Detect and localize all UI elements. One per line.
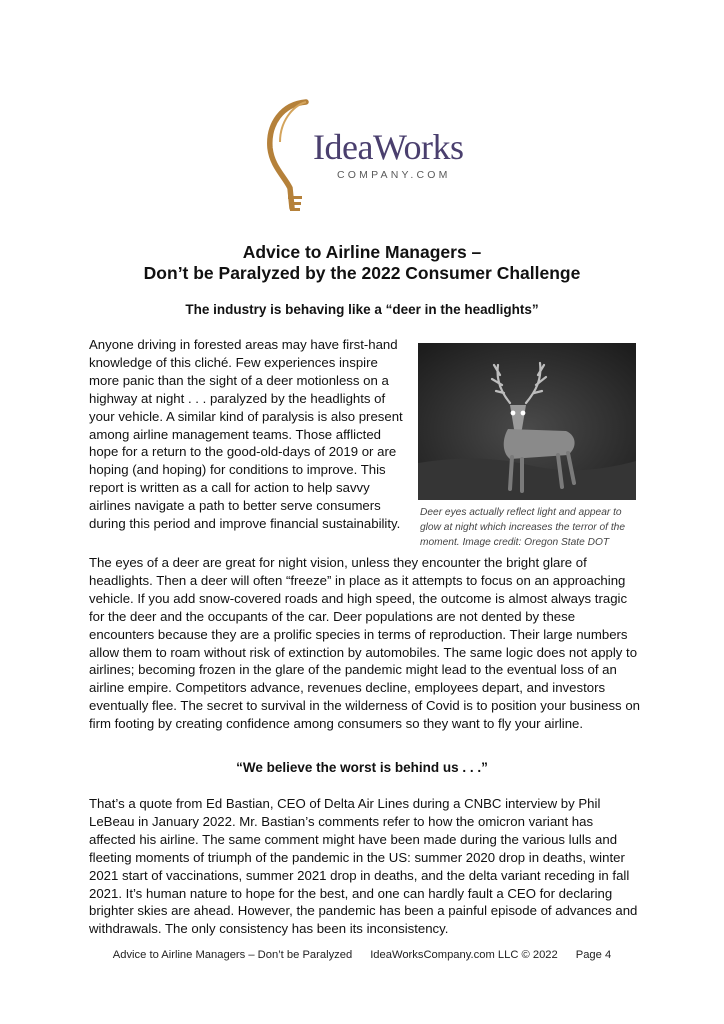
ideaworks-logo [262, 96, 472, 226]
quote-heading: “We believe the worst is behind us . . .” [236, 760, 488, 775]
page-footer [0, 949, 724, 961]
section-subtitle: The industry is behaving like a “deer in the headlights” [185, 302, 539, 317]
photo-caption: Deer eyes actually reflect light and appear to glow at night which increases the terror of the moment. Image credit: Oregon State DOT [420, 507, 625, 548]
intro-paragraph: Anyone driving in forested areas may have first-hand knowledge of this cliché. Few experiences inspire more panic than the sight of a deer motionless on a highway at night . . . paralyzed by the headlights of your vehicle. A similar kind of paralysis is also present among airline management teams. Those afflicted hope for a return to the good-old-days of 2019 or are hoping (and hoping) for conditions to improve. This report is written as a call for action to help savvy airlines navigate a path to better serve consumers during this period and improve financial sustainability. [89, 337, 403, 532]
body-paragraph-deer: The eyes of a deer are great for night vision, unless they encounter the bright glare of headlights. Then a deer will often “freeze” in place as it attempts to focus on an approaching vehicle. If you add snow-covered roads and high speed, the outcome is almost always tragic for the deer and the occupants of the car. Deer populations are not dented by these encounters because they are a prolific species in terms of reproduction. Their large numbers allow them to roam without risk of extinction by automobiles. The same logic does not apply to airlines; becoming frozen in the glare of the pandemic might lead to the eventual loss of an airline empire. Competitors advance, revenues decline, employees depart, and investors eventually flee. The secret to survival in the wilderness of Covid is to position your business on firm footing by creating confidence among consumers so they want to fly your airline. [89, 555, 640, 732]
page-title-line1: Advice to Airline Managers – [242, 242, 482, 262]
page-title-line2: Don’t be Paralyzed by the 2022 Consumer Challenge [143, 263, 581, 283]
logo-subtitle: COMPANY.COM [337, 169, 451, 181]
deer-photo [418, 343, 636, 500]
logo-wordmark: IdeaWorks [313, 127, 464, 167]
footer-page-number: Page 4 [575, 949, 612, 961]
footer-document-title: Advice to Airline Managers – Don’t be Paralyzed [112, 949, 353, 961]
footer-copyright: IdeaWorksCompany.com LLC © 2022 [370, 949, 558, 961]
body-paragraph-quote: That’s a quote from Ed Bastian, CEO of Delta Air Lines during a CNBC interview by Phil LeBeau in January 2022. Mr. Bastian’s comments refer to how the omicron variant has affected his airline. The same comment might have been made during the various lulls and fleeting moments of triumph of the pandemic in the US: summer 2020 drop in deaths, winter 2021 start of vaccinations, summer 2021 drop in deaths, and the delta variant receding in fall 2021. It’s human nature to hope for the best, and one can hardly fault a CEO for declaring brighter skies are ahead. However, the pandemic has been a painful episode of advances and withdrawals. The only consistency has been its inconsistency. [89, 796, 638, 937]
